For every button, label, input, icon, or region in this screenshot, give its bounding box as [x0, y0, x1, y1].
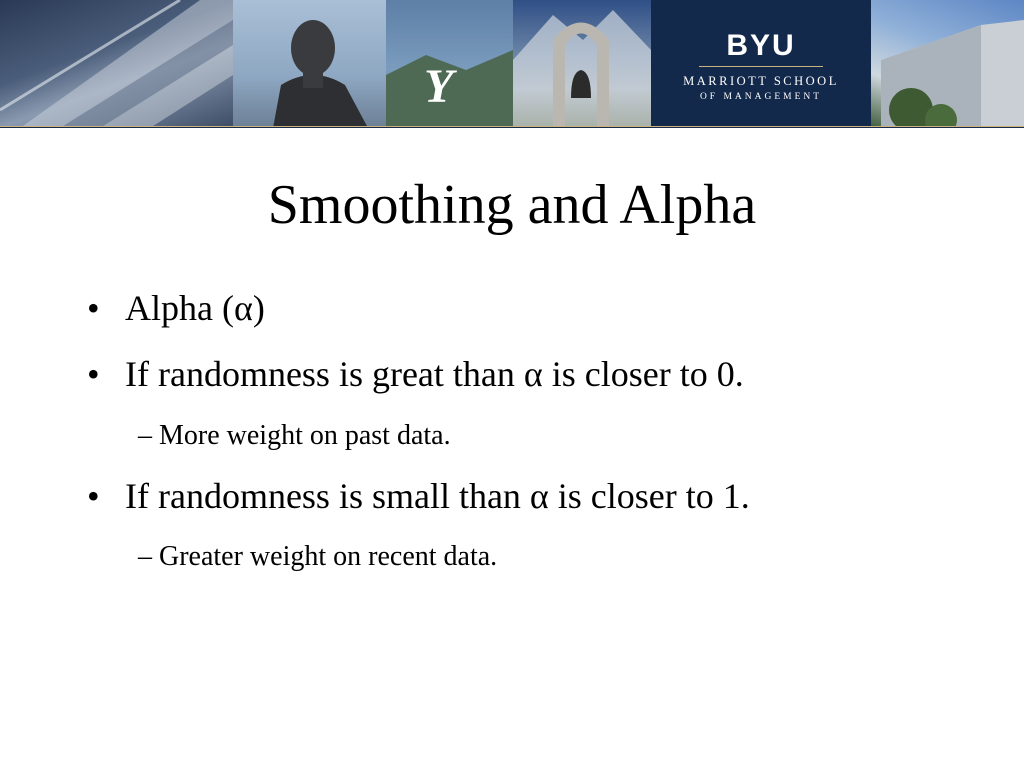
bullet-mark: •: [87, 288, 100, 328]
slide-title: Smoothing and Alpha: [267, 174, 757, 236]
banner-divider: [0, 126, 1024, 128]
logo-brand-text: BYU: [726, 29, 796, 62]
logo-divider: [699, 66, 823, 67]
header-banner: [0, 0, 1024, 128]
y-mountain-icon: [386, 0, 513, 128]
logo-school-text: MARRIOTT SCHOOL: [683, 74, 839, 88]
campus-building-photo: [871, 0, 1024, 128]
bullet-mark: •: [87, 354, 100, 394]
logo-subtitle-text: OF MANAGEMENT: [699, 92, 823, 102]
bell-tower-photo: [513, 0, 651, 128]
statue-photo: [233, 0, 386, 128]
bullet-item-2: [87, 352, 744, 396]
sub-bullet-mark: –: [138, 420, 152, 451]
bullet-text: Alpha (α): [125, 288, 265, 328]
campus-building-icon: [871, 0, 1024, 128]
svg-text:Y: Y: [424, 60, 454, 113]
sub-bullet-mark: –: [138, 541, 152, 572]
byu-logo: [651, 0, 871, 128]
bullet-mark: •: [87, 476, 100, 516]
sub-bullet-text: Greater weight on recent data.: [159, 541, 498, 572]
y-mountain-photo: [386, 0, 513, 128]
bullet-text: If randomness is small than α is closer to 1.: [125, 476, 750, 516]
bullet-item-1: [87, 286, 265, 330]
building-facade-photo: [0, 0, 233, 128]
bullet-text: If randomness is great than α is closer to 0.: [125, 354, 744, 394]
bell-tower-icon: [513, 0, 651, 128]
sub-bullet-item-2-1: [138, 418, 451, 454]
sub-bullet-item-3-1: [138, 539, 497, 575]
bullet-item-3: [87, 474, 750, 518]
sub-bullet-text: More weight on past data.: [159, 420, 451, 451]
statue-icon: [233, 0, 386, 128]
building-facade-icon: [0, 0, 233, 128]
